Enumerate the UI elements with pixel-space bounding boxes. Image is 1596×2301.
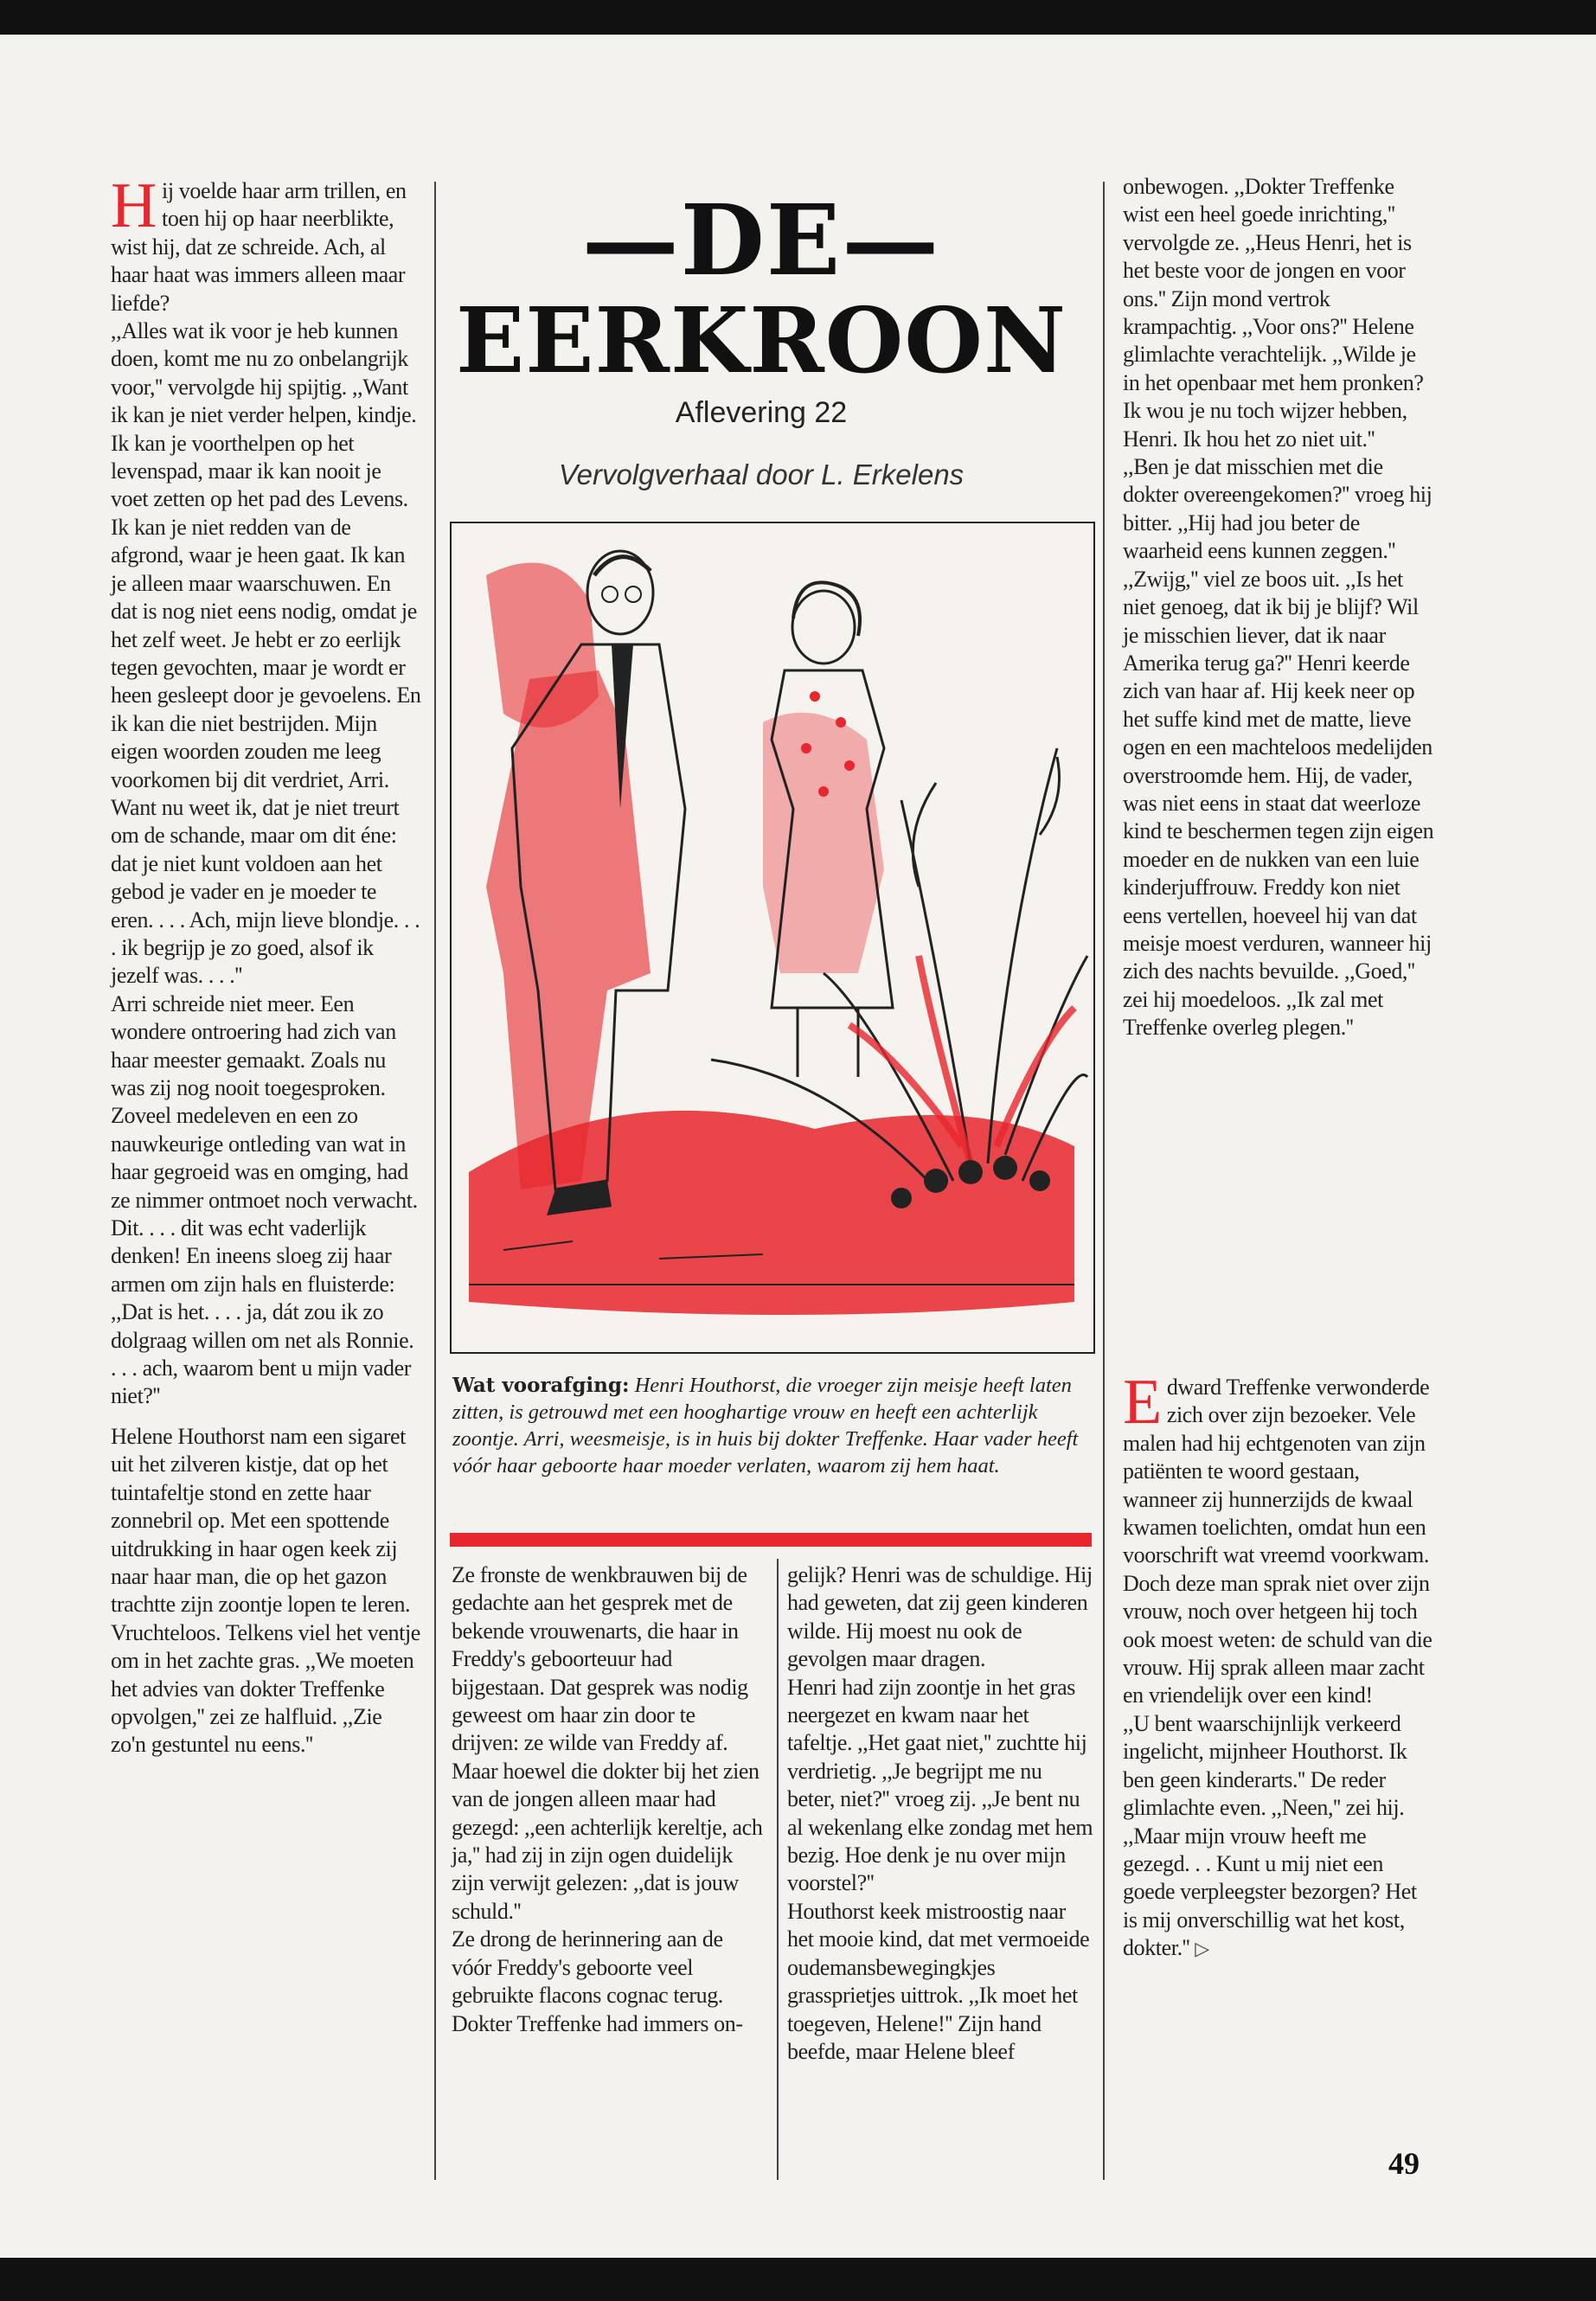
column-2 [452, 1561, 767, 2038]
col4b-paragraph-1: Edward Treffenke verwonderde zich over zijn bezoeker. Vele malen had hij echtgenoten van zijn patiënten te woord gestaan, wanneer zij hunnerzijds de kwaal kwamen toelichten, omdat hun een voorschrift wat vreemd voorkwam. Doch deze man sprak niet over zijn vrouw, noch over hetgeen hij toch ook moest weten: de schuld van die vrouw. Hij sprak alleen maar zacht en vriendelijk over een kind! [1123, 1367, 1433, 1708]
drop-cap-h: H [111, 170, 157, 241]
column-divider-2 [777, 1559, 779, 2180]
synopsis-caption [452, 1372, 1093, 1479]
title-line-de: —DE— [581, 184, 941, 298]
col4-paragraph-2: ,,Ben je dat misschien met die dokter overeengekomen?'' vroeg hij bitter. ,,Hij had jou beter de waarheid eens kunnen zeggen.'' [1123, 454, 1433, 564]
magazine-page [0, 35, 1596, 2258]
page-number: 49 [1388, 2146, 1420, 2181]
column-divider-3 [1103, 182, 1105, 2180]
col1-paragraph-5: Helene Houthorst nam een sigaret uit het zilveren kistje, dat op het tuintafeltje stond en zette haar zonnebril op. Met een spottende uitdrukking in haar ogen keek zij naar haar man, die op het gazon trachtte zijn zoontje lopen te leren. Vruchteloos. Telkens viel het ventje om in het zachte gras. ,,We moeten het advies van dokter Treffenke opvolgen,'' zei ze halfluid. ,,Zie zo'n gestuntel nu eens.'' [111, 1423, 420, 1758]
drop-cap-e: E [1123, 1367, 1162, 1438]
caption-lead: Wat voorafging: [452, 1374, 630, 1397]
column-4 [1123, 173, 1434, 1042]
story-illustration [450, 522, 1095, 1354]
col2-paragraph-2: Ze drong de herinnering aan de vóór Freddy's geboorte veel gebruikte flacons cognac terug. Dokter Treffenke had immers on- [452, 1926, 743, 2036]
continue-arrow-icon: ▷ [1195, 1939, 1209, 1961]
col4b-paragraph-2: ,,U bent waarschijnlijk verkeerd ingelicht, mijnheer Houthorst. Ik ben geen kinderarts.'' De reder glimlachte even. ,,Neen,'' zei hij. ,,Maar mijn vrouw heeft me gezegd. . . Kunt u mij niet een goede verpleegster bezorgen? Het is mij onverschillig wat het kost, dokter.'' ▷ [1123, 1710, 1417, 1961]
col3-paragraph-3: Houthorst keek mistroostig naar het mooie kind, dat met vermoeide oudemansbewegingkjes grassprietjes uittrok. ,,Ik moet het toegeven, Helene!'' Zijn hand beefde, maar Helene bleef [787, 1898, 1090, 2064]
title-line-eerkroon: EERKROON [455, 287, 1067, 394]
col4-paragraph-1: onbewogen. ,,Dokter Treffenke wist een heel goede inrichting,'' vervolgde ze. ,,Heus Henri, het is het beste voor de jongen en voor ons.'' Zijn mond vertrok krampachtig. ,,Voor ons?'' Helene glimlachte verachtelijk. ,,Wilde je in het openbaar met hem pronken? Ik wou je nu toch wijzer hebben, Henri. Ik hou het zo niet uit.'' [1123, 174, 1424, 452]
col3-paragraph-2: Henri had zijn zoontje in het gras neergezet en kwam naar het tafeltje. ,,Het gaat niet,'' zuchtte hij verdrietig. ,,Je begrijpt me nu beter, niet?'' vroeg zij. ,,Je bent nu al wekenlang elke zondag met hem bezig. Hoe denk je nu over mijn voorstel?'' [787, 1674, 1093, 1896]
episode-label: Aflevering 22 [675, 396, 848, 429]
caption-text: Henri Houthorst, die vroeger zijn meisje heeft laten zitten, is getrouwd met een hooghartige vrouw en heeft een achterlijk zoontje. Arri, weesmeisje, is in huis bij dokter Treffenke. Haar vader heeft vóór haar geboorte haar moeder verlaten, waarom zij hem haat. [452, 1374, 1079, 1477]
col4-paragraph-3: ,,Zwijg,'' viel ze boos uit. ,,Is het niet genoeg, dat ik bij je blijf? Wil je misschien liever, dat ik naar Amerika terug ga?'' Henri keerde zich van haar af. Hij keek neer op het suffe kind met de matte, lieve ogen en een machteloos medelijden overstroomde hem. Hij, de vader, was niet eens in staat dat weerloze kind te beschermen tegen zijn eigen moeder en de nukken van een luie kinderjuffrouw. Freddy kon niet eens vertellen, hoeveel hij van dat meisje moest verduren, wanneer hij zich des nachts bevuilde. ,,Goed,'' zei hij moedeloos. ,,Ik zal met Treffenke overleg plegen.'' [1123, 566, 1434, 1041]
column-1 [111, 170, 422, 1759]
column-4-section-2 [1123, 1367, 1434, 1965]
column-3 [787, 1561, 1094, 2066]
col1-paragraph-1: Hij voelde haar arm trillen, en toen hij op haar neerblikte, wist hij, dat ze schreide. Ach, al haar haat was immers alleen maar liefde? [111, 170, 407, 316]
story-title [450, 184, 1073, 394]
col1-paragraph-3: Arri schreide niet meer. Een wondere ontroering had zich van haar meester gemaakt. Zoals nu was zij nog nooit toegesproken. Zoveel medeleven en een zo nauwkeurige ontleding van wat in haar gegroeid was en omging, had ze nimmer ontmoet noch verwacht. [111, 990, 418, 1213]
red-divider-bar [450, 1533, 1092, 1547]
illustration-drawing [452, 523, 1093, 1352]
col1-paragraph-2: ,,Alles wat ik voor je heb kunnen doen, komt me nu zo onbelangrijk voor,'' vervolgde hij spijtig. ,,Want ik kan je niet verder helpen, kindje. Ik kan je voorthelpen op het levenspad, maar ik kan nooit je voet zetten op het pad des Levens. Ik kan je niet redden van de afgrond, waar je heen gaat. Ik kan je alleen maar waarschuwen. En dat is nog niet eens nodig, omdat je het zelf weet. Je hebt er zo eerlijk tegen gevochten, maar je wordt er heen gesleept door je gevoelens. En ik kan die niet bestrijden. Mijn eigen woorden zouden me leeg voorkomen bij dit verdriet, Arri. Want nu weet ik, dat je niet treurt om de schande, maar om dit éne: dat je niet kunt voldoen aan het gebod je vader en je moeder te eren. . . . Ach, mijn lieve blondje. . . . ik begrijp je zo goed, alsof ik jezelf was. . . .'' [111, 318, 421, 989]
column-divider-1 [434, 182, 436, 2180]
col3-paragraph-1: gelijk? Henri was de schuldige. Hij had geweten, dat zij geen kinderen wilde. Hij moest nu ook de gevolgen maar dragen. [787, 1562, 1093, 1672]
col1-paragraph-4: Dit. . . . dit was echt vaderlijk denken! En ineens sloeg zij haar armen om zijn hals en fluisterde: ,,Dat is het. . . . ja, dát zou ik zo dolgraag willen om net als Ronnie. . . . ach, waarom bent u mijn vader niet?'' [111, 1215, 414, 1409]
author-line: Vervolgverhaal door L. Erkelens [558, 458, 965, 490]
col2-paragraph-1: Ze fronste de wenkbrauwen bij de gedachte aan het gesprek met de bekende vrouwenarts, die haar in Freddy's geboorteuur had bijgestaan. Dat gesprek was nodig geweest om haar zin door te drijven: ze wilde van Freddy af. Maar hoewel die dokter bij het zien van de jongen alleen maar had gezegd: ,,een achterlijk kereltje, ach ja,'' had zij in zijn ogen duidelijk zijn verwijt gelezen: ,,dat is jouw schuld.'' [452, 1562, 763, 1924]
